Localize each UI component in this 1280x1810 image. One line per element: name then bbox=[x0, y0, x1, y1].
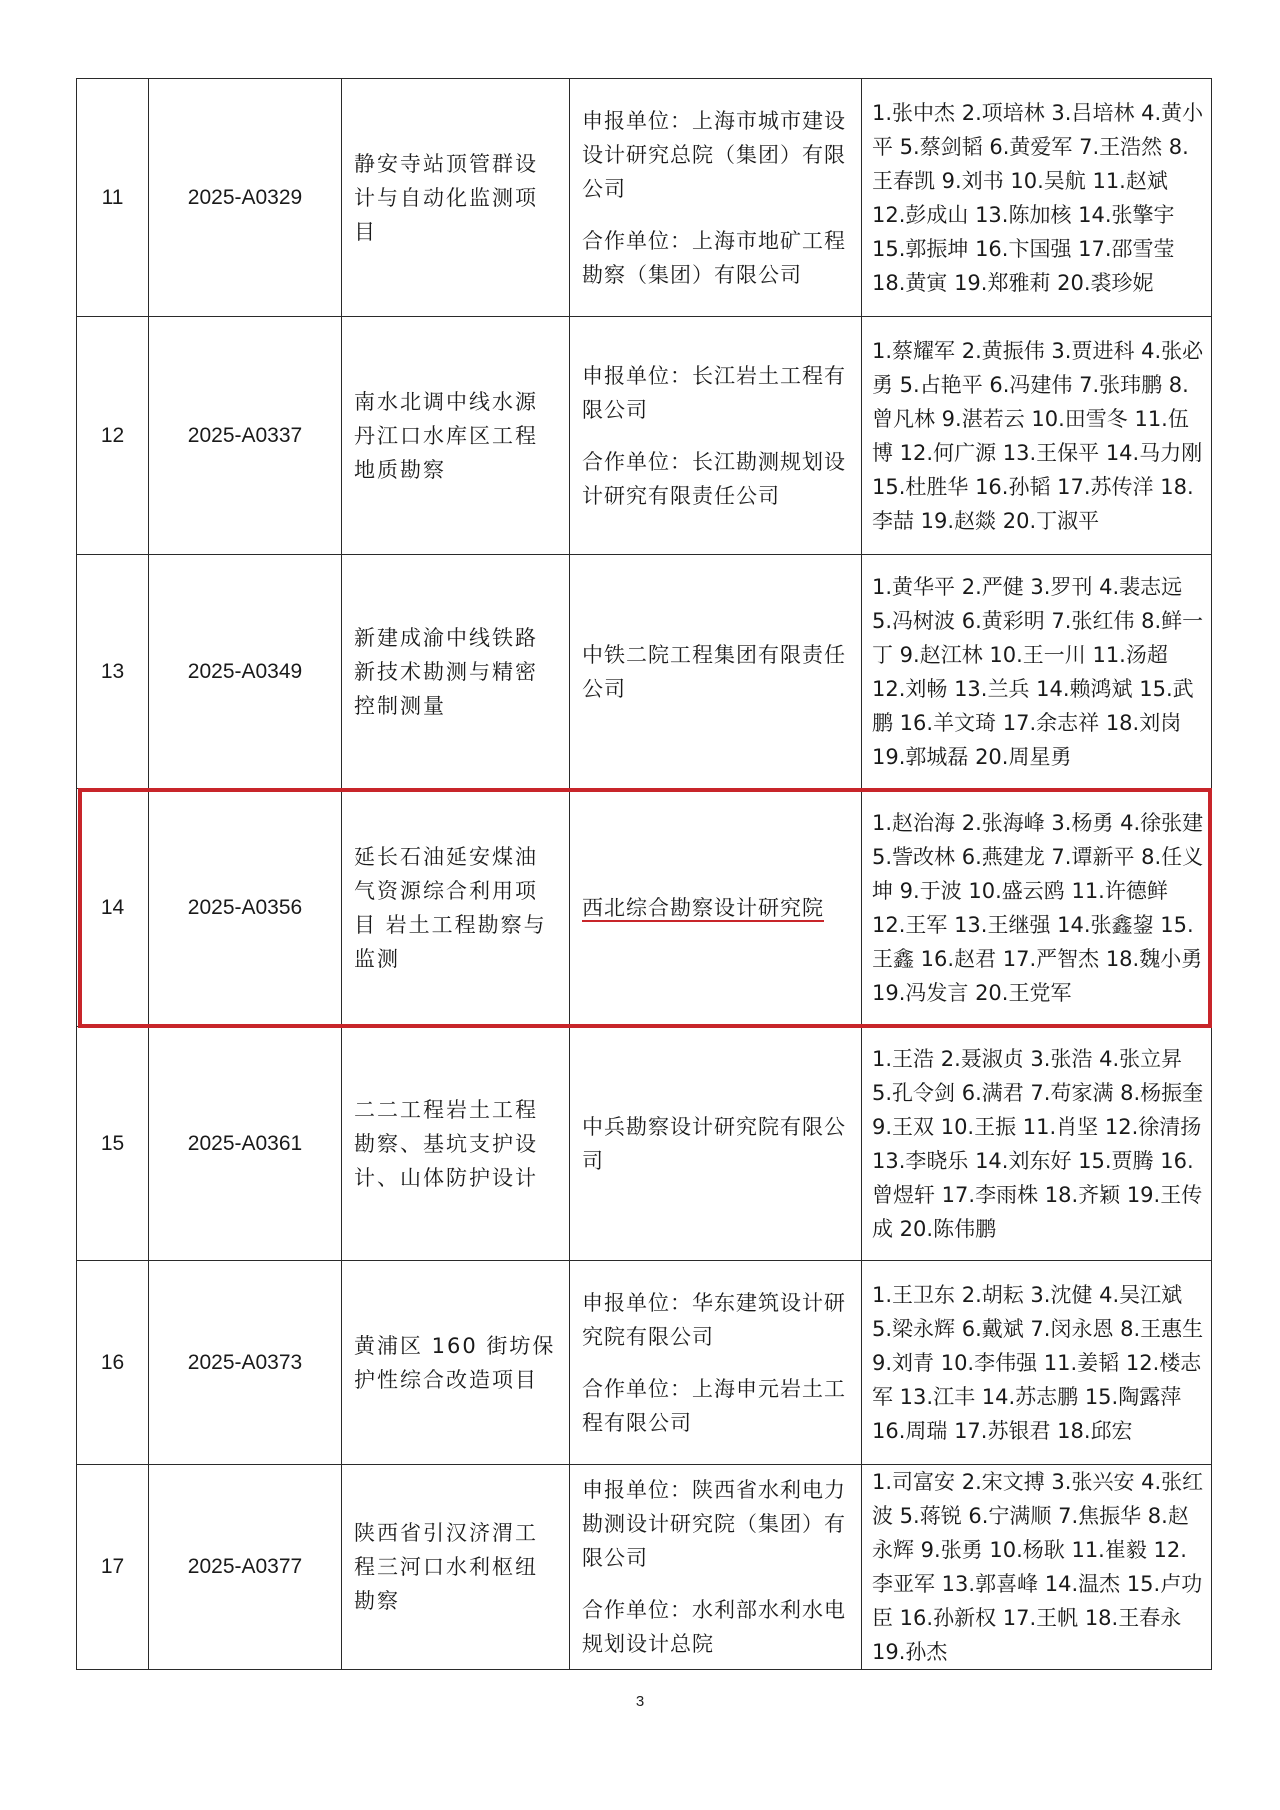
member-list: 1.王卫东 2.胡耘 3.沈健 4.吴江斌 5.梁永辉 6.戴斌 7.闵永恩 8.王惠生 9.刘青 10.李伟强 11.姜韬 12.楼志军 13.江丰 14.苏志鹏 15.陶露萍 16.周瑞 17.苏银君 18.邱宏 bbox=[862, 1261, 1212, 1465]
row-index: 14 bbox=[77, 789, 149, 1027]
unit-cell bbox=[570, 1261, 862, 1465]
applicant-unit: 中铁二院工程集团有限责任公司 bbox=[582, 642, 846, 701]
unit-cell bbox=[570, 79, 862, 317]
member-list: 1.赵治海 2.张海峰 3.杨勇 4.徐张建 5.訾改林 6.燕建龙 7.谭新平 8.任义坤 9.于波 10.盛云鸥 11.许德鲜 12.王军 13.王继强 14.张鑫鋆 15.王鑫 16.赵君 17.严智杰 18.魏小勇 19.冯发言 20.王党军 bbox=[862, 789, 1212, 1027]
project-code: 2025-A0329 bbox=[149, 79, 342, 317]
unit-cell bbox=[570, 555, 862, 789]
partner-unit: 合作单位：水利部水利水电规划设计总院 bbox=[582, 1598, 846, 1656]
unit-cell bbox=[570, 1465, 862, 1670]
applicant-unit: 申报单位：陕西省水利电力勘测设计研究院（集团）有限公司 bbox=[582, 1478, 846, 1570]
project-name: 陕西省引汉济渭工程三河口水利枢纽勘察 bbox=[342, 1465, 570, 1670]
unit-cell bbox=[570, 789, 862, 1027]
partner-unit: 合作单位：上海申元岩土工程有限公司 bbox=[582, 1376, 846, 1435]
row-index: 11 bbox=[77, 79, 149, 317]
table-row bbox=[77, 1261, 1212, 1465]
project-name: 二二工程岩土工程勘察、基坑支护设计、山体防护设计 bbox=[342, 1027, 570, 1261]
row-index: 12 bbox=[77, 317, 149, 555]
project-code: 2025-A0349 bbox=[149, 555, 342, 789]
project-code: 2025-A0361 bbox=[149, 1027, 342, 1261]
project-name: 南水北调中线水源丹江口水库区工程地质勘察 bbox=[342, 317, 570, 555]
member-list: 1.司富安 2.宋文搏 3.张兴安 4.张红波 5.蒋锐 6.宁满顺 7.焦振华 8.赵永辉 9.张勇 10.杨耿 11.崔毅 12.李亚军 13.郭喜峰 14.温杰 15.卢功臣 16.孙新权 17.王帆 18.王春永 19.孙杰 bbox=[862, 1465, 1212, 1670]
applicant-unit: 申报单位：华东建筑设计研究院有限公司 bbox=[582, 1290, 846, 1349]
member-list: 1.蔡耀军 2.黄振伟 3.贾进科 4.张必勇 5.占艳平 6.冯建伟 7.张玮鹏 8.曾凡林 9.湛若云 10.田雪冬 11.伍博 12.何广源 13.王保平 14.马力刚 15.杜胜华 16.孙韬 17.苏传洋 18.李喆 19.赵燚 20.丁淑平 bbox=[862, 317, 1212, 555]
table-row bbox=[77, 1465, 1212, 1670]
project-code: 2025-A0337 bbox=[149, 317, 342, 555]
row-index: 13 bbox=[77, 555, 149, 789]
member-list: 1.王浩 2.聂淑贞 3.张浩 4.张立昇 5.孔令剑 6.满君 7.苟家满 8.杨振奎 9.王双 10.王振 11.肖坚 12.徐清扬 13.李晓乐 14.刘东好 15.贾腾 16.曾煜轩 17.李雨株 18.齐颖 19.王传成 20.陈伟鹏 bbox=[862, 1027, 1212, 1261]
table-row bbox=[77, 79, 1212, 317]
applicant-unit: 申报单位：上海市城市建设设计研究总院（集团）有限公司 bbox=[582, 108, 846, 201]
awards-table bbox=[76, 78, 1212, 1670]
project-name: 延长石油延安煤油气资源综合利用项目 岩土工程勘察与监测 bbox=[342, 789, 570, 1027]
row-index: 15 bbox=[77, 1027, 149, 1261]
project-code: 2025-A0377 bbox=[149, 1465, 342, 1670]
table-row bbox=[77, 555, 1212, 789]
project-code: 2025-A0373 bbox=[149, 1261, 342, 1465]
applicant-unit: 中兵勘察设计研究院有限公司 bbox=[582, 1114, 846, 1173]
member-list: 1.张中杰 2.项培林 3.吕培林 4.黄小平 5.蔡剑韬 6.黄爱军 7.王浩然 8.王春凯 9.刘书 10.吴航 11.赵斌 12.彭成山 13.陈加核 14.张擎宇 15.郭振坤 16.卞国强 17.邵雪莹 18.黄寅 19.郑雅莉 20.裘珍妮 bbox=[862, 79, 1212, 317]
row-index: 16 bbox=[77, 1261, 149, 1465]
table-row bbox=[77, 789, 1212, 1027]
member-list: 1.黄华平 2.严健 3.罗刊 4.裴志远 5.冯树波 6.黄彩明 7.张红伟 8.鲜一丁 9.赵江林 10.王一川 11.汤超 12.刘畅 13.兰兵 14.赖鸿斌 15.武鹏 16.羊文琦 17.余志祥 18.刘岗 19.郭城磊 20.周星勇 bbox=[862, 555, 1212, 789]
unit-cell bbox=[570, 317, 862, 555]
applicant-unit: 西北综合勘察设计研究院 bbox=[582, 895, 824, 920]
partner-unit: 合作单位：上海市地矿工程勘察（集团）有限公司 bbox=[582, 228, 846, 287]
applicant-unit: 申报单位：长江岩土工程有限公司 bbox=[582, 363, 846, 422]
page-number: 3 bbox=[635, 1693, 645, 1710]
partner-unit: 合作单位：长江勘测规划设计研究有限责任公司 bbox=[582, 449, 846, 508]
project-name: 黄浦区 160 街坊保护性综合改造项目 bbox=[342, 1261, 570, 1465]
table-row bbox=[77, 1027, 1212, 1261]
table-row bbox=[77, 317, 1212, 555]
project-name: 新建成渝中线铁路新技术勘测与精密控制测量 bbox=[342, 555, 570, 789]
row-index: 17 bbox=[77, 1465, 149, 1670]
project-code: 2025-A0356 bbox=[149, 789, 342, 1027]
project-name: 静安寺站顶管群设计与自动化监测项目 bbox=[342, 79, 570, 317]
unit-cell bbox=[570, 1027, 862, 1261]
